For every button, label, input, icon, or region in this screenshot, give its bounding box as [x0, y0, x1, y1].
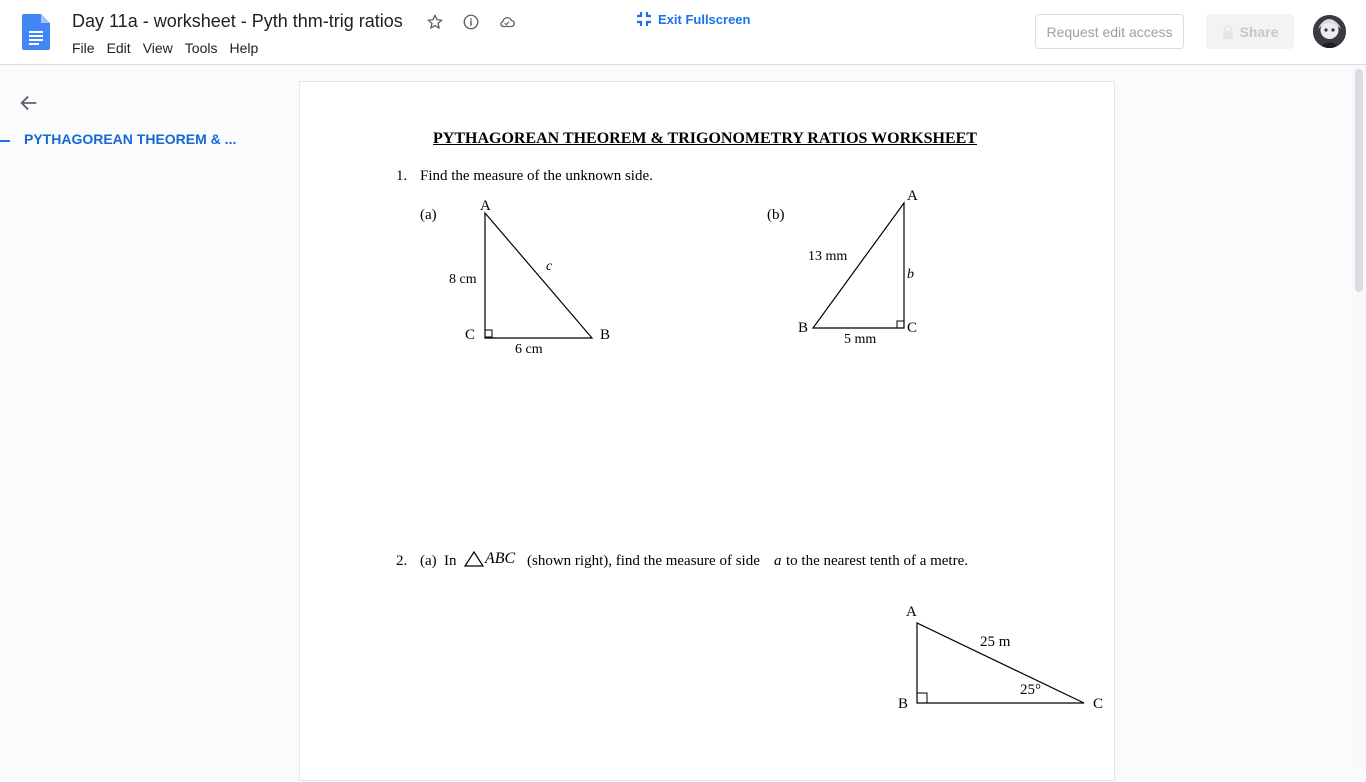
- q2-part: (a): [420, 553, 437, 569]
- menu-tools[interactable]: Tools: [184, 40, 218, 56]
- scrollbar[interactable]: [1352, 65, 1366, 768]
- exit-fullscreen-label: Exit Fullscreen: [658, 11, 751, 27]
- document-page: [299, 81, 1115, 781]
- fig-a-vertex-a: A: [480, 198, 491, 214]
- menu-bar: [66, 38, 264, 58]
- cloud-saved-icon[interactable]: [496, 11, 518, 33]
- fig-c-triangle: [300, 82, 1116, 782]
- scrollbar-thumb[interactable]: [1355, 69, 1363, 292]
- fig-a-label: (a): [420, 207, 437, 223]
- menu-view[interactable]: View: [142, 40, 173, 56]
- fig-b-label: (b): [767, 207, 785, 223]
- outline-heading-item[interactable]: PYTHAGOREAN THEOREM & ...: [24, 131, 237, 147]
- fig-b-side-ab: 13 mm: [808, 249, 848, 264]
- docs-logo-icon[interactable]: [22, 14, 50, 50]
- q2-var: a: [774, 553, 782, 569]
- back-arrow-icon[interactable]: [18, 92, 40, 114]
- menu-file[interactable]: File: [72, 40, 95, 56]
- menu-help[interactable]: Help: [229, 40, 259, 56]
- avatar[interactable]: [1313, 15, 1346, 48]
- star-icon[interactable]: [424, 11, 446, 33]
- q2-in: In: [444, 553, 457, 569]
- fig-a-side-cb: 6 cm: [515, 342, 543, 357]
- fig-c-side-ac: 25 m: [980, 634, 1011, 650]
- fig-c-vertex-a: A: [906, 604, 917, 620]
- fig-a-vertex-b: B: [600, 327, 611, 343]
- q2-triangle-name: ABC: [485, 550, 516, 567]
- fig-c-vertex-c: C: [1093, 696, 1104, 712]
- exit-fullscreen-icon: [636, 11, 652, 27]
- fig-b-vertex-c: C: [907, 320, 918, 336]
- q1-text: Find the measure of the unknown side.: [420, 168, 653, 184]
- top-bar: [0, 0, 1366, 65]
- menu-edit[interactable]: Edit: [106, 40, 131, 56]
- fig-b-side-bc: 5 mm: [844, 332, 877, 347]
- worksheet-title: PYTHAGOREAN THEOREM & TRIGONOMETRY RATIOS WORKSHEET: [433, 130, 977, 147]
- fig-b-vertex-a: A: [907, 188, 918, 204]
- fig-a-side-ac: 8 cm: [449, 272, 477, 287]
- outline-indicator: [0, 140, 10, 142]
- info-icon[interactable]: [460, 11, 482, 33]
- share-button[interactable]: [1206, 14, 1294, 49]
- fig-b-side-ac: b: [907, 267, 914, 282]
- fig-a-vertex-c: C: [465, 327, 476, 343]
- q1-number: 1.: [396, 168, 408, 184]
- fig-a-side-ab: c: [546, 259, 553, 274]
- fig-c-angle-c: 25°: [1020, 682, 1041, 698]
- q2-text-1: (shown right), find the measure of side: [527, 553, 760, 569]
- request-edit-access-button[interactable]: Request edit access: [1035, 14, 1184, 49]
- fig-b-vertex-b: B: [798, 320, 809, 336]
- share-label: Share: [1239, 23, 1279, 40]
- q2-number: 2.: [396, 553, 408, 569]
- document-title[interactable]: Day 11a - worksheet - Pyth thm-trig ratios: [72, 11, 403, 31]
- exit-fullscreen-button[interactable]: [636, 11, 750, 27]
- q2-text-2: to the nearest tenth of a metre.: [786, 553, 969, 569]
- lock-icon: [1222, 25, 1234, 39]
- fig-c-vertex-b: B: [898, 696, 909, 712]
